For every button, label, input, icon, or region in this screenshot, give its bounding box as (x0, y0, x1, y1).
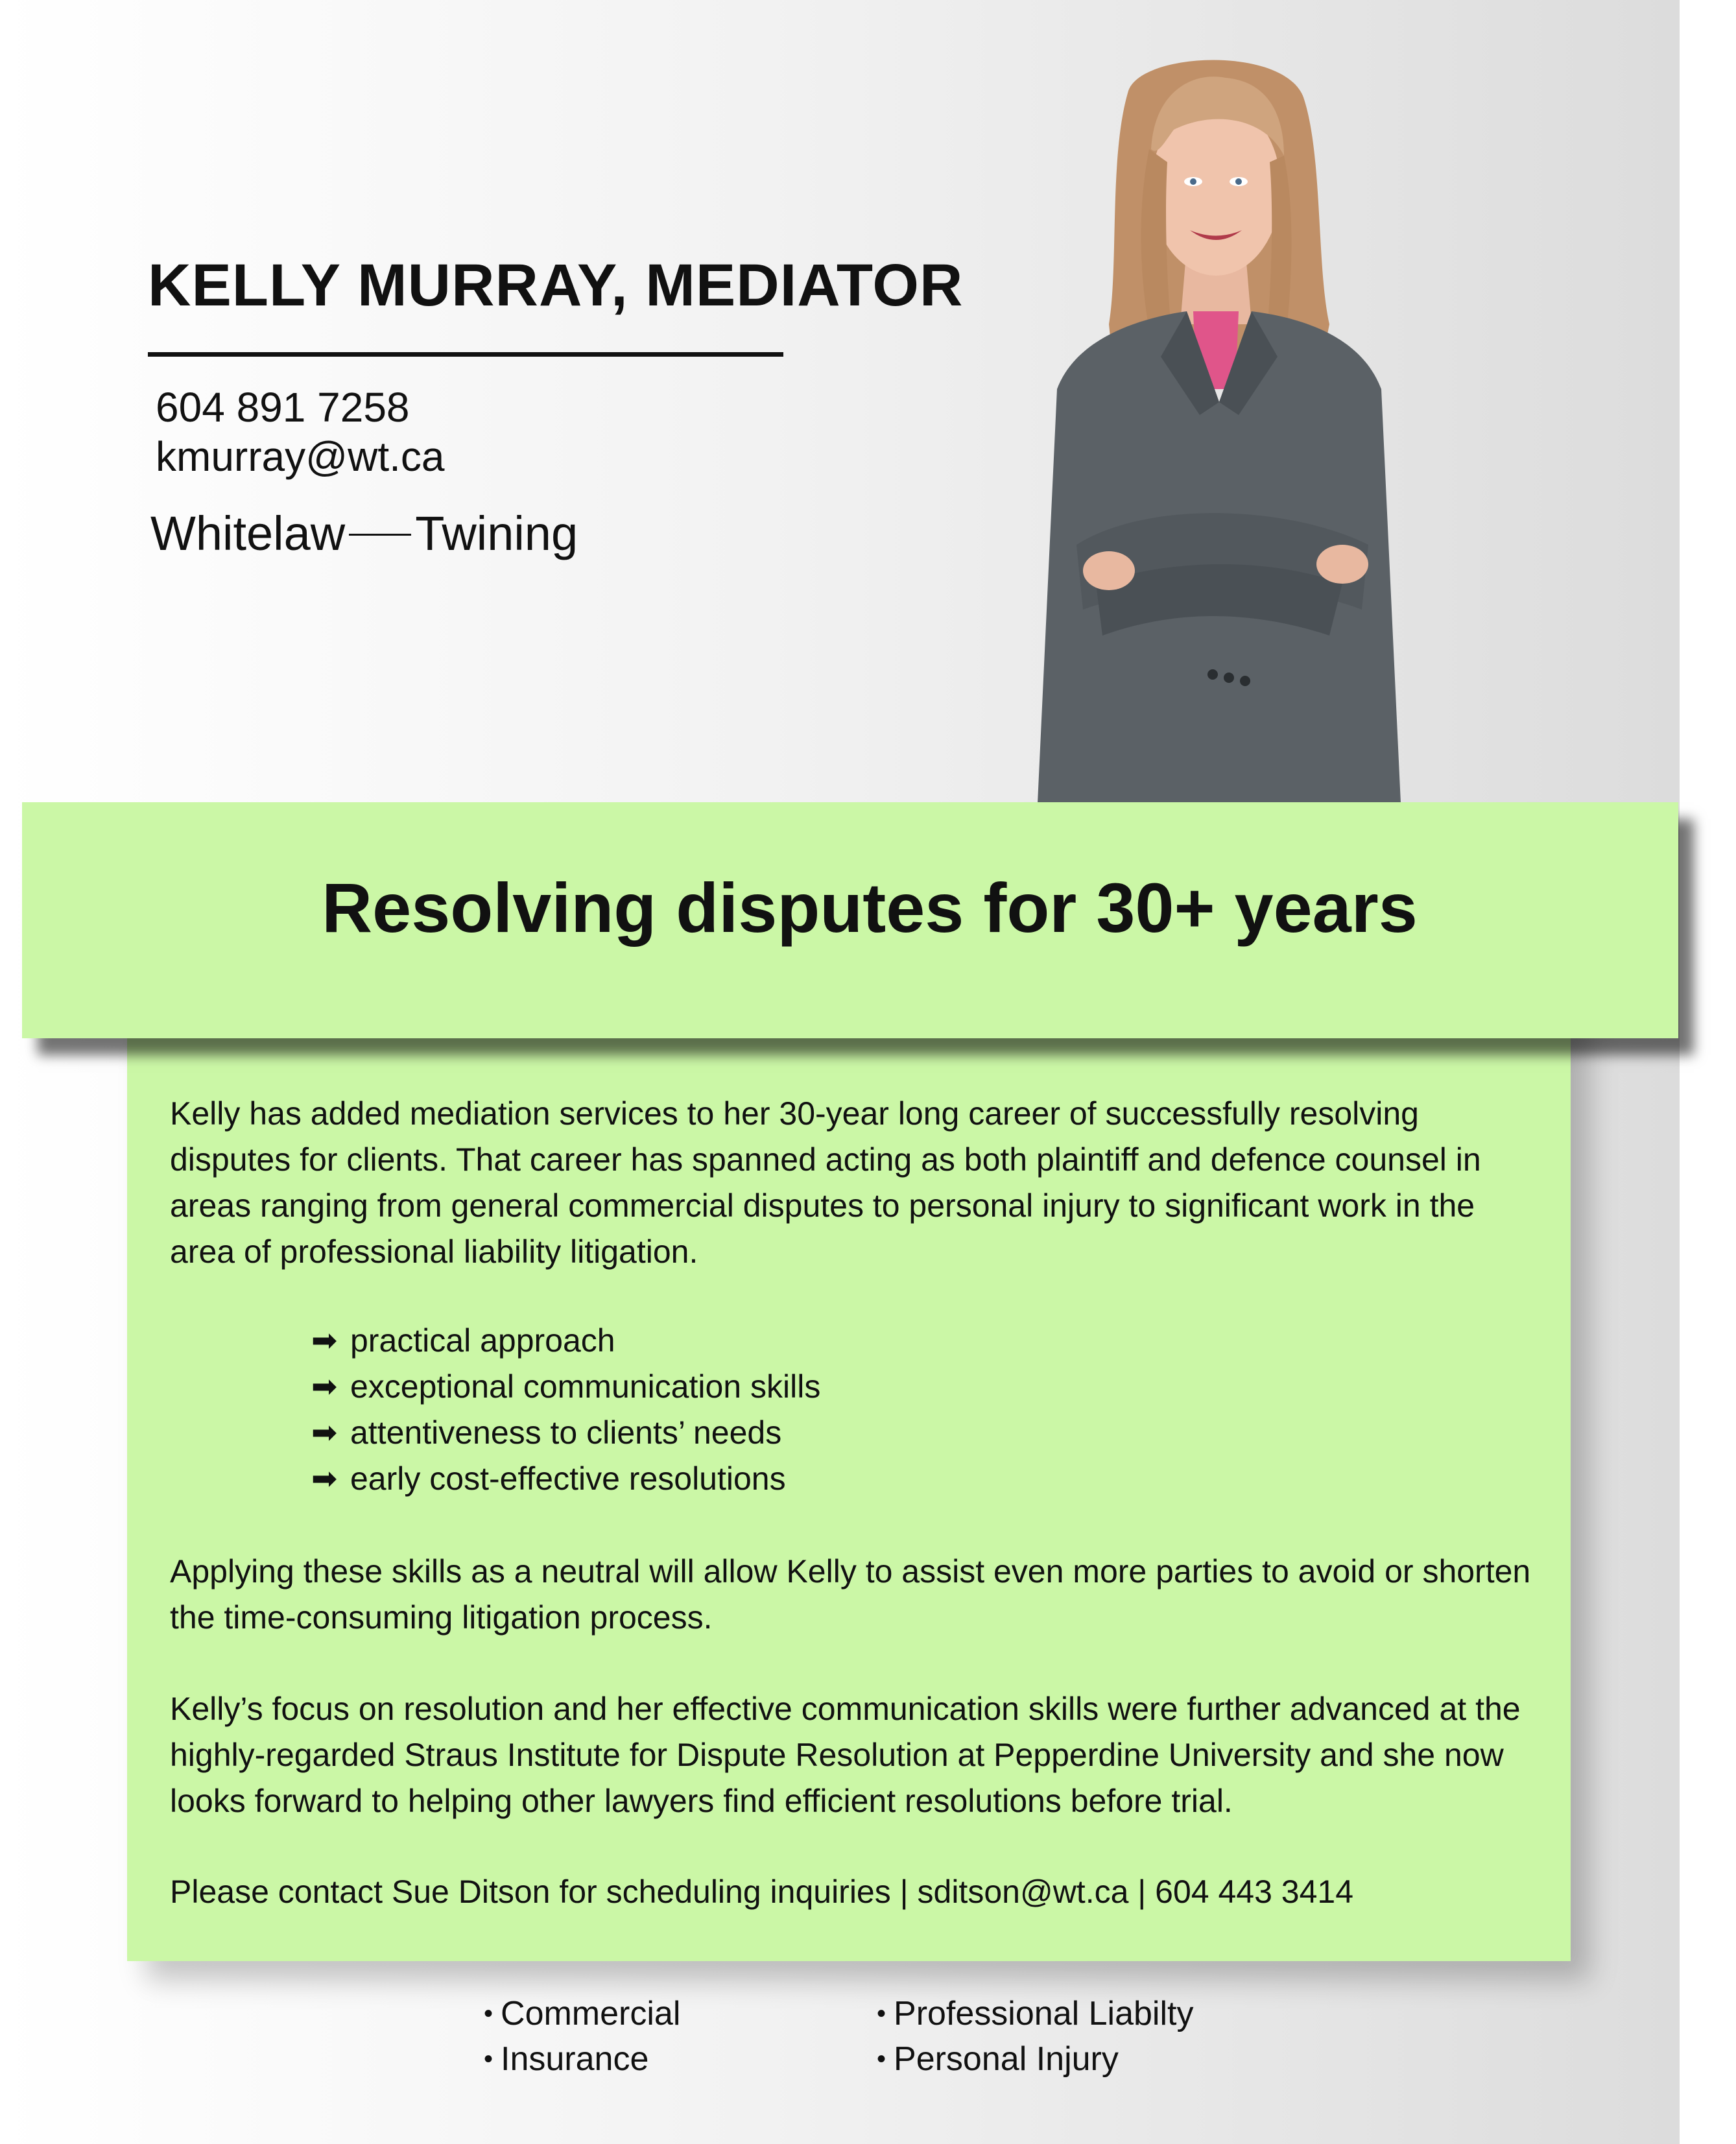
scheduling-contact: Please contact Sue Ditson for scheduling inquiries | sditson@wt.ca | 604 443 3414 (170, 1874, 1354, 1910)
phone-number: 604 891 7258 (156, 384, 410, 431)
contact-block (156, 383, 444, 481)
practice-areas-col2 (877, 1992, 1193, 2083)
firm-name-left: Whitelaw (150, 506, 346, 560)
practice-areas-col1 (484, 1992, 680, 2083)
headline-banner (22, 802, 1678, 1038)
arrow-right-icon: ➡ (311, 1462, 338, 1496)
arrow-right-icon: ➡ (311, 1416, 338, 1450)
list-item: • Professional Liabilty (877, 1992, 1193, 2038)
header (148, 252, 991, 320)
headline: Resolving disputes for 30+ years (322, 868, 1418, 947)
list-item: • Personal Injury (877, 2038, 1193, 2083)
list-item: ➡ early cost-effective resolutions (311, 1456, 820, 1502)
list-item: ➡ attentiveness to clients’ needs (311, 1410, 820, 1456)
firm-name-right: Twining (415, 506, 578, 560)
list-item: • Commercial (484, 1992, 680, 2038)
arrow-right-icon: ➡ (311, 1370, 338, 1404)
firm-logo (150, 506, 578, 561)
intro-paragraph: Kelly has added mediation services to her 30-year long career of successfully resolving disputes for clients. That career has spanned acting as both plaintiff and defence counsel in areas ranging from general commercial disputes to personal injury to significant work in the area of professional liability litigation. (170, 1095, 1481, 1270)
firm-dash (349, 534, 411, 536)
list-item: ➡ exceptional communication skills (311, 1364, 820, 1410)
training-paragraph: Kelly’s focus on resolution and her effective communication skills were further advanced at the highly-regarded Straus Institute for Dispute Resolution at Pepperdine University and she now looks forward to helping other lawyers find efficient resolutions before trial. (170, 1691, 1521, 1819)
list-item: • Insurance (484, 2038, 680, 2083)
neutral-paragraph: Applying these skills as a neutral will allow Kelly to assist even more parties to avoid or shorten the time-consuming litigation process. (170, 1553, 1531, 1636)
title-underline (148, 352, 783, 357)
page-title: KELLY MURRAY, MEDIATOR (148, 252, 964, 318)
skills-list (311, 1318, 820, 1502)
list-item: ➡ practical approach (311, 1318, 820, 1364)
email-address[interactable]: kmurray@wt.ca (156, 433, 445, 480)
portrait-photo (979, 52, 1446, 803)
arrow-right-icon: ➡ (311, 1324, 338, 1358)
